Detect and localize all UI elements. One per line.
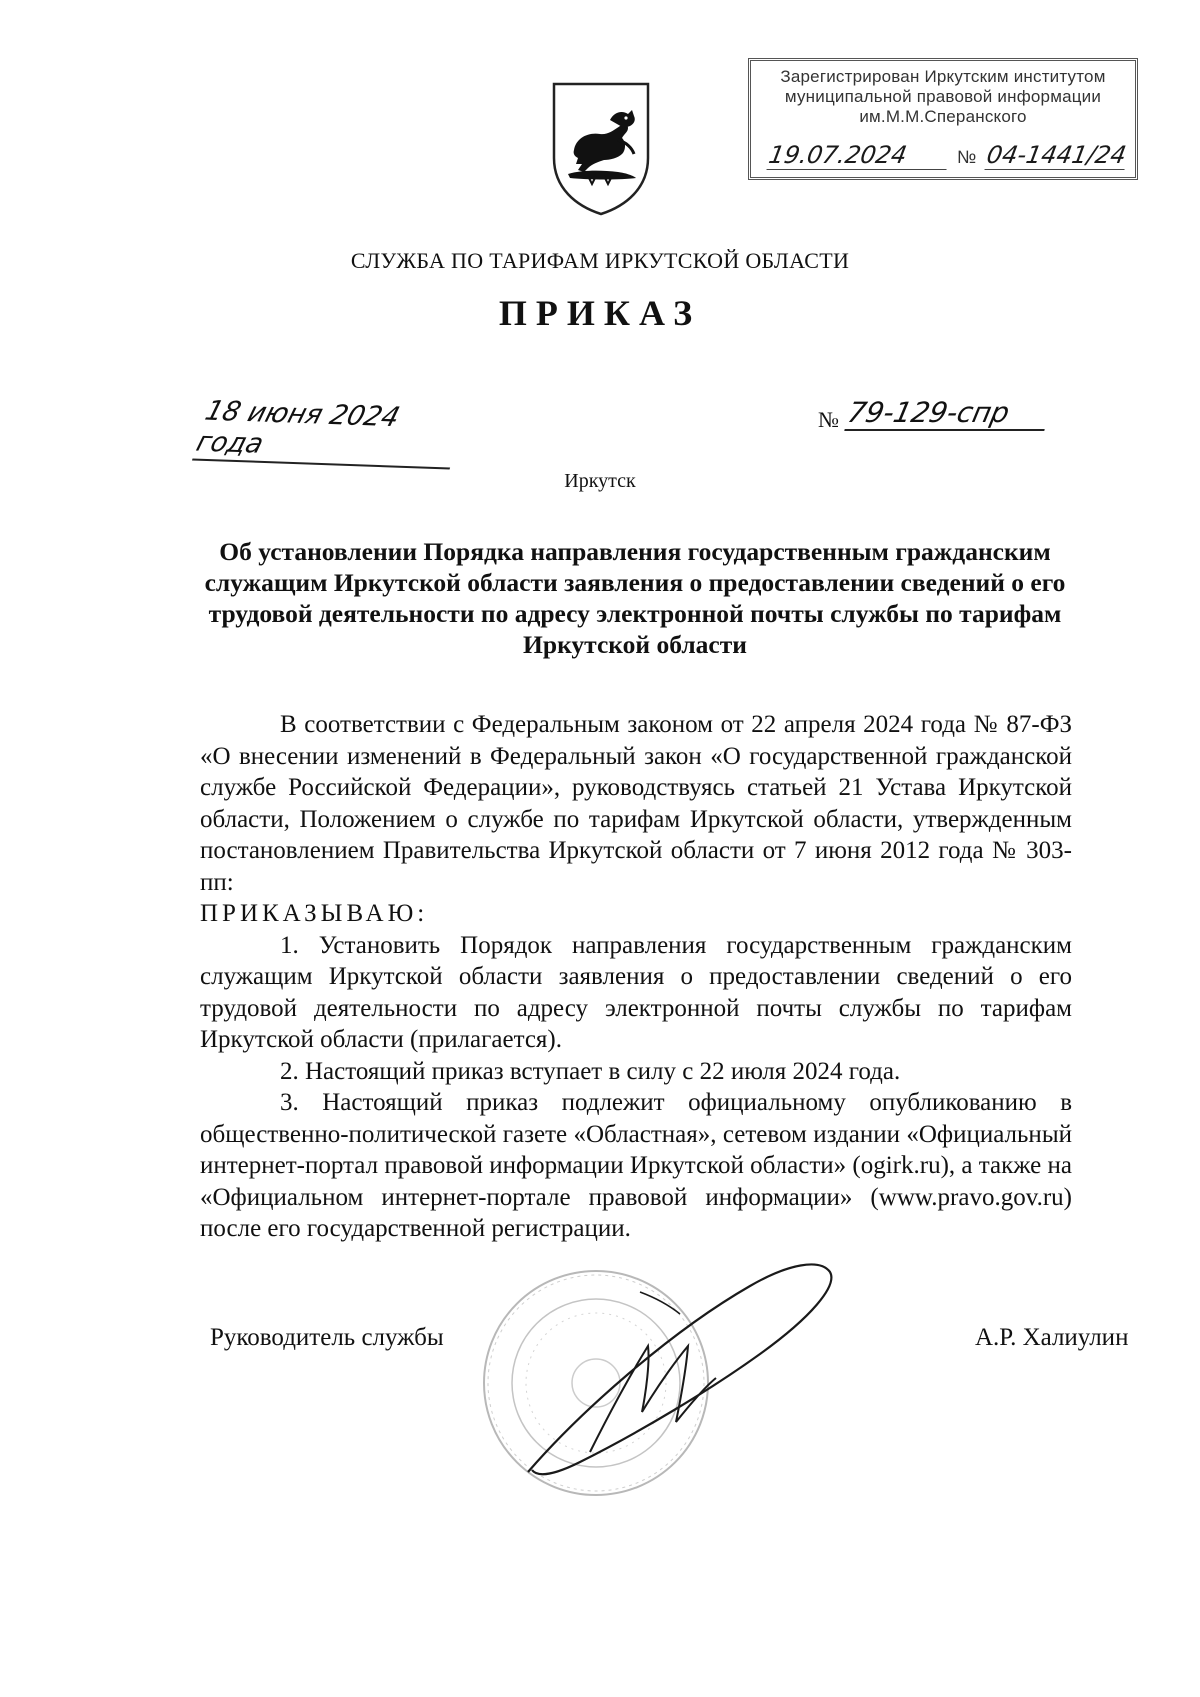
stamp-line-2: муниципальной правовой информации — [784, 87, 1102, 106]
order-number-label: № — [818, 407, 839, 432]
document-type: ПРИКАЗ — [498, 293, 702, 333]
signatory-role: Руководитель службы — [210, 1324, 444, 1351]
stamp-date: 19.07.2024 — [766, 141, 951, 170]
stamp-registration-row — [761, 141, 1129, 173]
preamble: В соответствии с Федеральным законом от 22 апреля 2024 года № 87-ФЗ «О внесении изменений в Федеральный закон «О государственной гражданской службе Российской Федерации», руководствуясь статьей 21 Устава Иркутской области, Положением о службе по тарифам Иркутской области, утвержденным постановлением Правительства Иркутской области от 7 июня 2012 года № 303-пп: — [200, 711, 1072, 896]
order-date: 18 июня 2024 года — [192, 395, 468, 469]
signatory-name: А.Р. Халиулин — [975, 1324, 1129, 1351]
order-word: ПРИКАЗЫВАЮ: — [200, 900, 429, 927]
agency-name: СЛУЖБА ПО ТАРИФАМ ИРКУТСКОЙ ОБЛАСТИ — [350, 248, 850, 273]
document-body — [200, 709, 1072, 1245]
document-title: Об установлении Порядка направления государственным гражданским служащим Иркутской области заявления о предоставлении сведений о его трудовой деятельности по адресу электронной почты службы по тарифам Иркутской области — [204, 537, 1066, 659]
stamp-line-1: Зарегистрирован Иркутским институтом — [780, 67, 1106, 86]
handwritten-signature — [520, 1262, 850, 1482]
list-item: 3. Настоящий приказ подлежит официальному опубликованию в общественно-политической газете «Областная», сетевом издании «Официальный интернет-портал правовой информации Иркутской области» (ogirk.ru), а также на «Официальном интернет-портале правовой информации» (www.pravo.gov.ru) после его государственной регистрации. — [200, 1089, 1072, 1242]
coat-of-arms-icon — [548, 80, 654, 218]
stamp-number-label: № — [957, 147, 977, 167]
city: Иркутск — [564, 470, 636, 492]
list-item: 2. Настоящий приказ вступает в силу с 22 июля 2024 года. — [280, 1057, 901, 1085]
stamp-line-3: им.М.М.Сперанского — [859, 107, 1027, 126]
list-item: 1. Установить Порядок направления государственным гражданским служащим Иркутской области заявления о предоставлении сведений о его трудовой деятельности по адресу электронной почты службы по тарифам Иркутской области (прилагается). — [200, 931, 1072, 1053]
registration-stamp — [748, 58, 1138, 180]
order-number: 79-129-спр — [844, 396, 1051, 431]
stamp-number: 04-1441/24 — [984, 141, 1129, 169]
